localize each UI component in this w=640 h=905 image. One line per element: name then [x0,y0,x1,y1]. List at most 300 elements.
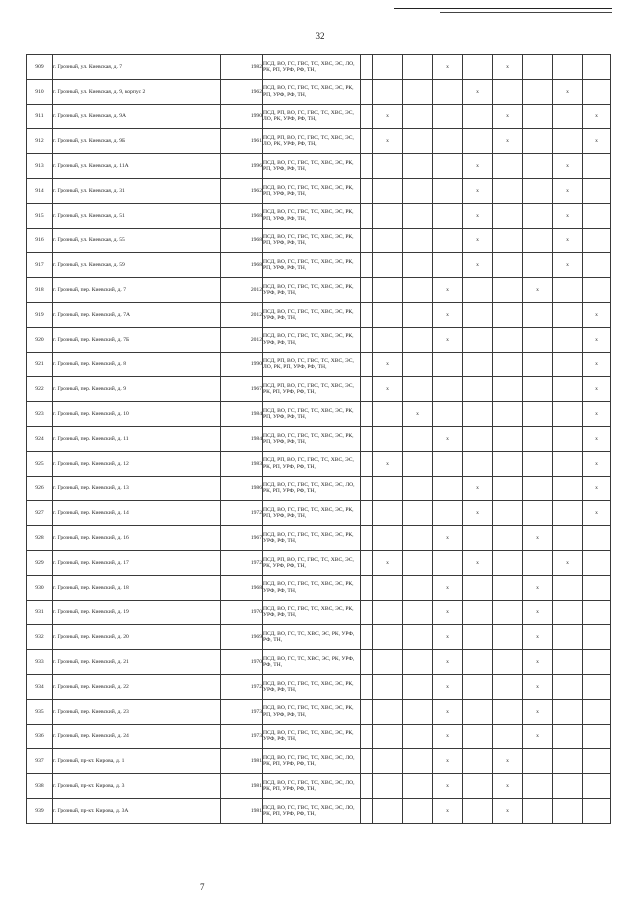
address-cell: г. Грозный, пер. Киевский, д. 7 [53,278,221,303]
mark-cell [553,625,583,650]
mark-cell [493,377,523,402]
address-cell: г. Грозный, ул. Киевская, д. 59 [53,253,221,278]
mark-x: x [583,501,611,526]
mark-cell [433,253,463,278]
year-cell: 1970 [221,600,263,625]
mark-x: x [583,451,611,476]
mark-x: x [433,724,463,749]
year-cell: 1968 [221,575,263,600]
mark-cell [523,154,553,179]
mark-cell [373,749,403,774]
mark-cell [361,650,373,675]
mark-x: x [523,278,553,303]
mark-x: x [493,774,523,799]
works-list-cell [263,674,361,699]
row-number-cell: 917 [27,253,53,278]
address-cell: г. Грозный, ул. Киевская, д. 9, корпус 2 [53,79,221,104]
mark-cell [553,402,583,427]
mark-cell [463,526,493,551]
mark-cell [433,178,463,203]
mark-cell [403,451,433,476]
mark-cell [373,178,403,203]
mark-cell [553,104,583,129]
mark-x: x [403,402,433,427]
works-list-cell [263,228,361,253]
mark-x: x [583,104,611,129]
mark-cell [553,302,583,327]
mark-cell [361,798,373,823]
works-list-text: ПСД, ВО, ГС, ГВС, ТС, ХВС, ЭС, РК, УРФ, РФ, ТН, [263,606,354,619]
mark-cell [403,129,433,154]
row-number-cell: 918 [27,278,53,303]
works-list-text: ПСД, ВО, ГС, ТС, ХВС, ЭС, РК, УРФ, РФ, ТН, [263,631,355,644]
address-cell: г. Грозный, ул. Киевская, д. 9А [53,104,221,129]
row-number-cell: 930 [27,575,53,600]
mark-cell [553,774,583,799]
year-cell: 1968 [221,228,263,253]
row-number-cell: 926 [27,476,53,501]
mark-cell [361,774,373,799]
year-cell: 1981 [221,749,263,774]
mark-cell [433,550,463,575]
mark-x: x [523,699,553,724]
mark-cell [361,79,373,104]
mark-cell [493,501,523,526]
row-number-cell: 927 [27,501,53,526]
table-row [27,451,611,476]
mark-cell [463,302,493,327]
mark-x: x [583,327,611,352]
mark-x: x [433,526,463,551]
mark-cell [403,278,433,303]
year-cell: 1968 [221,253,263,278]
works-list-cell [263,650,361,675]
works-list-text: ПСД, ВО, ГС, ГВС, ТС, ХВС, ЭС, РК, УРФ, РФ, ТН, [263,531,354,545]
row-number-cell: 921 [27,352,53,377]
mark-cell [463,774,493,799]
mark-cell [463,600,493,625]
mark-cell [553,426,583,451]
mark-cell [373,79,403,104]
mark-x: x [583,352,611,377]
mark-cell [553,674,583,699]
mark-cell [493,724,523,749]
row-number-cell: 923 [27,402,53,427]
works-list-text: ПСД, РП, ВО, ГС, ГВС, ТС, ХВС, ЭС, РК, РП, УРФ, РФ, ТН, [263,383,354,396]
mark-cell [583,154,611,179]
mark-cell [373,253,403,278]
address-cell: г. Грозный, пер. Киевский, д. 16 [53,526,221,551]
mark-cell [463,327,493,352]
mark-x: x [583,302,611,327]
mark-cell [361,278,373,303]
table-row [27,476,611,501]
address-cell: г. Грозный, пер. Киевский, д. 22 [53,674,221,699]
address-cell: г. Грозный, пер. Киевский, д. 7А [53,302,221,327]
mark-cell [583,699,611,724]
mark-cell [361,476,373,501]
mark-x: x [433,600,463,625]
mark-cell [373,154,403,179]
mark-cell [403,674,433,699]
mark-cell [373,699,403,724]
mark-cell [361,625,373,650]
mark-x: x [373,129,403,154]
year-cell: 1970 [221,650,263,675]
works-list-text: ПСД, ВО, ГС, ГВС, ТС, ХВС, ЭС, РК, РП, УРФ, РФ, ТН, [263,705,354,718]
table-row [27,327,611,352]
works-list-cell [263,774,361,799]
mark-cell [523,104,553,129]
mark-cell [361,302,373,327]
table-row [27,104,611,129]
works-list-cell [263,798,361,823]
mark-cell [403,798,433,823]
works-list-text: ПСД, ВО, ГС, ГВС, ТС, ХВС, ЭС, РК, РП, УРФ, РФ, ТН, [263,259,354,272]
mark-x: x [433,575,463,600]
mark-cell [361,377,373,402]
mark-cell [403,600,433,625]
mark-x: x [583,402,611,427]
mark-cell [361,451,373,476]
table-row [27,203,611,228]
works-list-cell [263,526,361,551]
works-list-text: ПСД, РП, ВО, ГС, ГВС, ТС, ХВС, ЭС, РК, УРФ, РФ, ТН, [263,556,354,569]
year-cell: 1983 [221,451,263,476]
mark-x: x [523,674,553,699]
mark-cell [373,650,403,675]
mark-x: x [523,625,553,650]
mark-cell [583,55,611,80]
works-list-text: ПСД, ВО, ГС, ГВС, ТС, ХВС, ЭС, ЛО, РК, РП, УРФ, РФ, ТН, [263,804,355,817]
mark-cell [403,526,433,551]
mark-cell [523,228,553,253]
mark-cell [463,377,493,402]
mark-cell [403,79,433,104]
mark-cell [361,154,373,179]
mark-cell [463,104,493,129]
works-list-cell [263,600,361,625]
row-number-cell: 938 [27,774,53,799]
mark-cell [583,625,611,650]
table-row [27,526,611,551]
address-cell: г. Грозный, пер. Киевский, д. 13 [53,476,221,501]
mark-cell [583,575,611,600]
mark-cell [373,302,403,327]
table-row [27,302,611,327]
mark-cell [403,426,433,451]
address-cell: г. Грозный, ул. Киевская, д. 9Б [53,129,221,154]
header-rule-short [440,12,612,13]
page-number: 32 [315,31,325,41]
works-list-text: ПСД, ВО, ГС, ГВС, ТС, ХВС, ЭС, РК, РП, УРФ, РФ, ТН, [263,407,354,421]
address-cell: г. Грозный, пер. Киевский, д. 12 [53,451,221,476]
mark-cell [523,476,553,501]
table-row [27,575,611,600]
works-list-cell [263,476,361,501]
mark-cell [583,526,611,551]
mark-x: x [553,154,583,179]
mark-cell [583,203,611,228]
mark-x: x [433,278,463,303]
mark-x: x [433,650,463,675]
mark-cell [583,253,611,278]
mark-cell [523,352,553,377]
mark-cell [463,699,493,724]
row-number-cell: 925 [27,451,53,476]
mark-cell [463,749,493,774]
mark-cell [523,203,553,228]
works-list-cell [263,550,361,575]
mark-cell [433,476,463,501]
mark-x: x [583,426,611,451]
mark-x: x [493,104,523,129]
mark-cell [361,55,373,80]
mark-x: x [553,79,583,104]
mark-cell [553,650,583,675]
address-cell: г. Грозный, пер. Киевский, д. 18 [53,575,221,600]
mark-cell [373,402,403,427]
mark-x: x [463,203,493,228]
row-number-cell: 910 [27,79,53,104]
row-number-cell: 916 [27,228,53,253]
works-list-cell [263,203,361,228]
mark-cell [361,600,373,625]
mark-cell [433,203,463,228]
row-number-cell: 932 [27,625,53,650]
mark-cell [373,600,403,625]
works-list-text: ПСД, ВО, ГС, ГВС, ТС, ХВС, ЭС, ЛО, РК, РП, УРФ, РФ, ТН, [263,60,355,73]
mark-x: x [373,451,403,476]
mark-cell [493,352,523,377]
mark-cell [493,253,523,278]
mark-cell [583,600,611,625]
mark-cell [403,650,433,675]
mark-x: x [373,377,403,402]
address-cell: г. Грозный, пер. Киевский, д. 19 [53,600,221,625]
table-row [27,228,611,253]
mark-cell [463,129,493,154]
mark-cell [463,352,493,377]
year-cell: 2012 [221,302,263,327]
works-list-text: ПСД, ВО, ГС, ГВС, ТС, ХВС, ЭС, РК, РП, УРФ, РФ, ТН, [263,234,354,247]
mark-cell [373,55,403,80]
mark-cell [493,302,523,327]
works-list-cell [263,327,361,352]
mark-cell [433,352,463,377]
table-row [27,550,611,575]
year-cell: 1981 [221,774,263,799]
mark-cell [493,426,523,451]
mark-cell [373,674,403,699]
table-row [27,129,611,154]
mark-x: x [463,228,493,253]
mark-cell [493,674,523,699]
mark-x: x [493,798,523,823]
table-row [27,55,611,80]
works-list-cell [263,625,361,650]
mark-cell [403,724,433,749]
mark-cell [361,253,373,278]
mark-cell [493,327,523,352]
mark-cell [463,724,493,749]
year-cell: 1972 [221,550,263,575]
address-cell: г. Грозный, пер. Киевский, д. 10 [53,402,221,427]
mark-x: x [433,749,463,774]
mark-x: x [433,625,463,650]
mark-x: x [553,253,583,278]
mark-cell [403,774,433,799]
mark-cell [523,402,553,427]
mark-cell [361,575,373,600]
address-cell: г. Грозный, ул. Киевская, д. 55 [53,228,221,253]
mark-x: x [433,426,463,451]
mark-cell [553,798,583,823]
mark-cell [361,526,373,551]
works-list-cell [263,749,361,774]
address-cell: г. Грозный, пер. Киевский, д. 7Б [53,327,221,352]
mark-cell [463,55,493,80]
address-cell: г. Грозный, ул. Киевская, д. 31 [53,178,221,203]
year-cell: 1986 [221,476,263,501]
year-cell: 1972 [221,501,263,526]
mark-cell [403,699,433,724]
address-cell: г. Грозный, пр-кт. Кирова, д. 3А [53,798,221,823]
year-cell: 1984 [221,426,263,451]
mark-cell [493,228,523,253]
works-list-text: ПСД, ВО, ГС, ГВС, ТС, ХВС, ЭС, РК, УРФ, РФ, ТН, [263,283,354,297]
mark-cell [583,228,611,253]
year-cell: 1962 [221,178,263,203]
mark-cell [403,104,433,129]
works-list-text: ПСД, РП, ВО, ГС, ГВС, ТС, ХВС, ЭС, ЛО, РК, РП, УРФ, РФ, ТН, [263,358,354,371]
table-row [27,774,611,799]
mark-cell [553,724,583,749]
table-row [27,600,611,625]
mark-cell [523,302,553,327]
mark-x: x [553,178,583,203]
mark-cell [553,129,583,154]
works-list-cell [263,79,361,104]
works-list-cell [263,377,361,402]
works-list-text: ПСД, ВО, ГС, ГВС, ТС, ХВС, ЭС, РК, РП, УРФ, РФ, ТН, [263,159,354,173]
address-cell: г. Грозный, пр-кт. Кирова, д. 3 [53,774,221,799]
mark-cell [583,749,611,774]
table-row [27,749,611,774]
mark-x: x [463,79,493,104]
mark-cell [361,724,373,749]
mark-x: x [523,650,553,675]
mark-cell [553,501,583,526]
year-cell: 1967 [221,377,263,402]
mark-cell [553,278,583,303]
works-list-text: ПСД, ВО, ГС, ГВС, ТС, ХВС, ЭС, ЛО, РК, РП, УРФ, РФ, ТН, [263,779,355,792]
row-number-cell: 928 [27,526,53,551]
row-number-cell: 924 [27,426,53,451]
mark-x: x [493,129,523,154]
works-list-cell [263,501,361,526]
mark-cell [361,426,373,451]
table-row [27,625,611,650]
works-list-text: ПСД, ВО, ГС, ГВС, ТС, ХВС, ЭС, РК, РП, УРФ, РФ, ТН, [263,507,354,520]
mark-x: x [433,55,463,80]
mark-cell [523,253,553,278]
header-rule [394,8,612,9]
mark-cell [403,501,433,526]
mark-cell [403,749,433,774]
mark-x: x [463,253,493,278]
mark-cell [493,650,523,675]
works-list-cell [263,178,361,203]
works-list-text: ПСД, ВО, ГС, ГВС, ТС, ХВС, ЭС, РК, УРФ, РФ, ТН, [263,308,354,321]
mark-cell [373,476,403,501]
mark-cell [463,426,493,451]
table-row [27,278,611,303]
mark-cell [433,501,463,526]
mark-cell [553,575,583,600]
mark-cell [493,79,523,104]
works-list-cell [263,402,361,427]
mark-x: x [463,476,493,501]
mark-x: x [433,327,463,352]
mark-cell [553,600,583,625]
mark-cell [463,402,493,427]
address-cell: г. Грозный, ул. Киевская, д. 7 [53,55,221,80]
mark-cell [373,278,403,303]
mark-x: x [583,377,611,402]
year-cell: 1968 [221,203,263,228]
mark-cell [361,352,373,377]
mark-cell [463,625,493,650]
year-cell: 1984 [221,402,263,427]
mark-cell [433,129,463,154]
address-cell: г. Грозный, пр-кт. Кирова, д. 1 [53,749,221,774]
works-list-text: ПСД, РП, ВО, ГС, ГВС, ТС, ХВС, ЭС, ЛО, РК, УРФ, РФ, ТН, [263,135,354,148]
address-cell: г. Грозный, ул. Киевская, д. 11А [53,154,221,179]
mark-cell [583,674,611,699]
mark-cell [463,798,493,823]
mark-cell [553,352,583,377]
table-row [27,724,611,749]
row-number-cell: 909 [27,55,53,80]
table-row [27,426,611,451]
mark-cell [553,327,583,352]
mark-cell [583,724,611,749]
mark-cell [403,154,433,179]
row-number-cell: 912 [27,129,53,154]
mark-x: x [433,302,463,327]
mark-cell [493,178,523,203]
address-cell: г. Грозный, пер. Киевский, д. 11 [53,426,221,451]
works-list-cell [263,55,361,80]
mark-cell [523,55,553,80]
works-list-cell [263,253,361,278]
mark-x: x [553,550,583,575]
mark-cell [553,699,583,724]
works-list-cell [263,302,361,327]
mark-cell [523,129,553,154]
table-row [27,154,611,179]
row-number-cell: 933 [27,650,53,675]
mark-x: x [583,476,611,501]
mark-x: x [463,154,493,179]
works-list-cell [263,154,361,179]
row-number-cell: 922 [27,377,53,402]
works-list-cell [263,352,361,377]
mark-cell [493,625,523,650]
works-list-text: ПСД, ВО, ГС, ГВС, ТС, ХВС, ЭС, ЛО, РК, РП, УРФ, РФ, ТН, [263,482,355,495]
year-cell: 1961 [221,129,263,154]
